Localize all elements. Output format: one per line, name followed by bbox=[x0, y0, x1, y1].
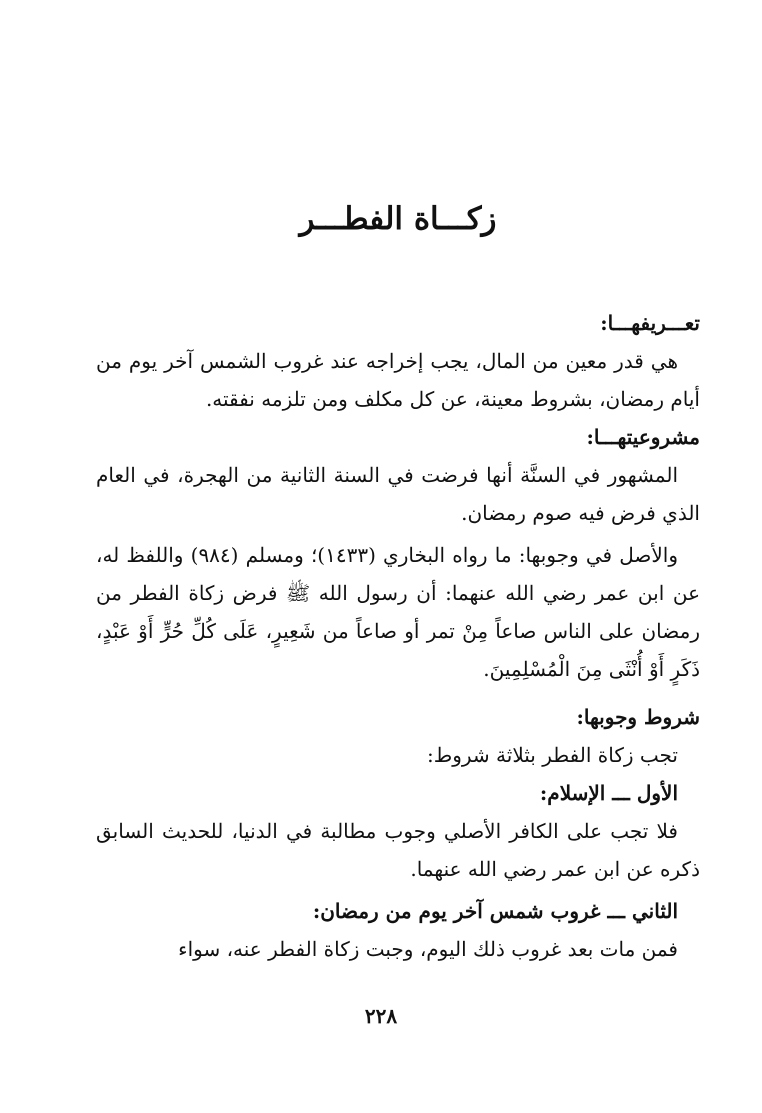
section-heading-conditions: شروط وجوبها: bbox=[576, 705, 700, 729]
page-title: زكـــاة الفطـــر bbox=[299, 201, 497, 237]
condition-text-second: فمن مات بعد غروب ذلك اليوم، وجبت زكاة الفطر عنه، سواء bbox=[178, 937, 678, 961]
condition-heading-second: الثاني ـــ غروب شمس آخر يوم من رمضان: bbox=[312, 899, 678, 923]
hadith-paragraph: والأصل في وجوبها: ما رواه البخاري (١٤٣٣)؛ ومسلم (٩٨٤) واللفظ له، عن ابن عمر رضي الله عنهما: أن رسول الله ﷺ فرض زكاة الفطر من رمضان على الناس صاعاً مِنْ تمر أو صاعاً من شَعِيرٍ، عَلَى كُلِّ حُرٍّ أَوْ عَبْدٍ، ذَكَرٍ أَوْ أُنْثَى مِنَ الْمُسْلِمِينَ. bbox=[96, 543, 700, 681]
condition-text-first: فلا تجب على الكافر الأصلي وجوب مطالبة في الدنيا، للحديث السابق ذكره عن ابن عمر رضي الله عنهما. bbox=[96, 819, 700, 881]
conditions-intro: تجب زكاة الفطر بثلاثة شروط: bbox=[426, 743, 678, 767]
section-heading-legitimacy: مشروعيتهـــا: bbox=[586, 425, 700, 449]
definition-paragraph: هي قدر معين من المال، يجب إخراجه عند غروب الشمس آخر يوم من أيام رمضان، بشروط معينة، عن كل مكلف ومن تلزمه نفقته. bbox=[96, 349, 700, 411]
condition-heading-first: الأول ـــ الإسلام: bbox=[539, 781, 678, 805]
section-heading-definition: تعـــريفهـــا: bbox=[600, 311, 700, 335]
page-number: ٢٢٨ bbox=[364, 1004, 398, 1028]
legitimacy-paragraph: المشهور في السنَّة أنها فرضت في السنة الثانية من الهجرة، في العام الذي فرض فيه صوم رمضان. bbox=[96, 463, 700, 525]
page-content bbox=[96, 196, 700, 968]
